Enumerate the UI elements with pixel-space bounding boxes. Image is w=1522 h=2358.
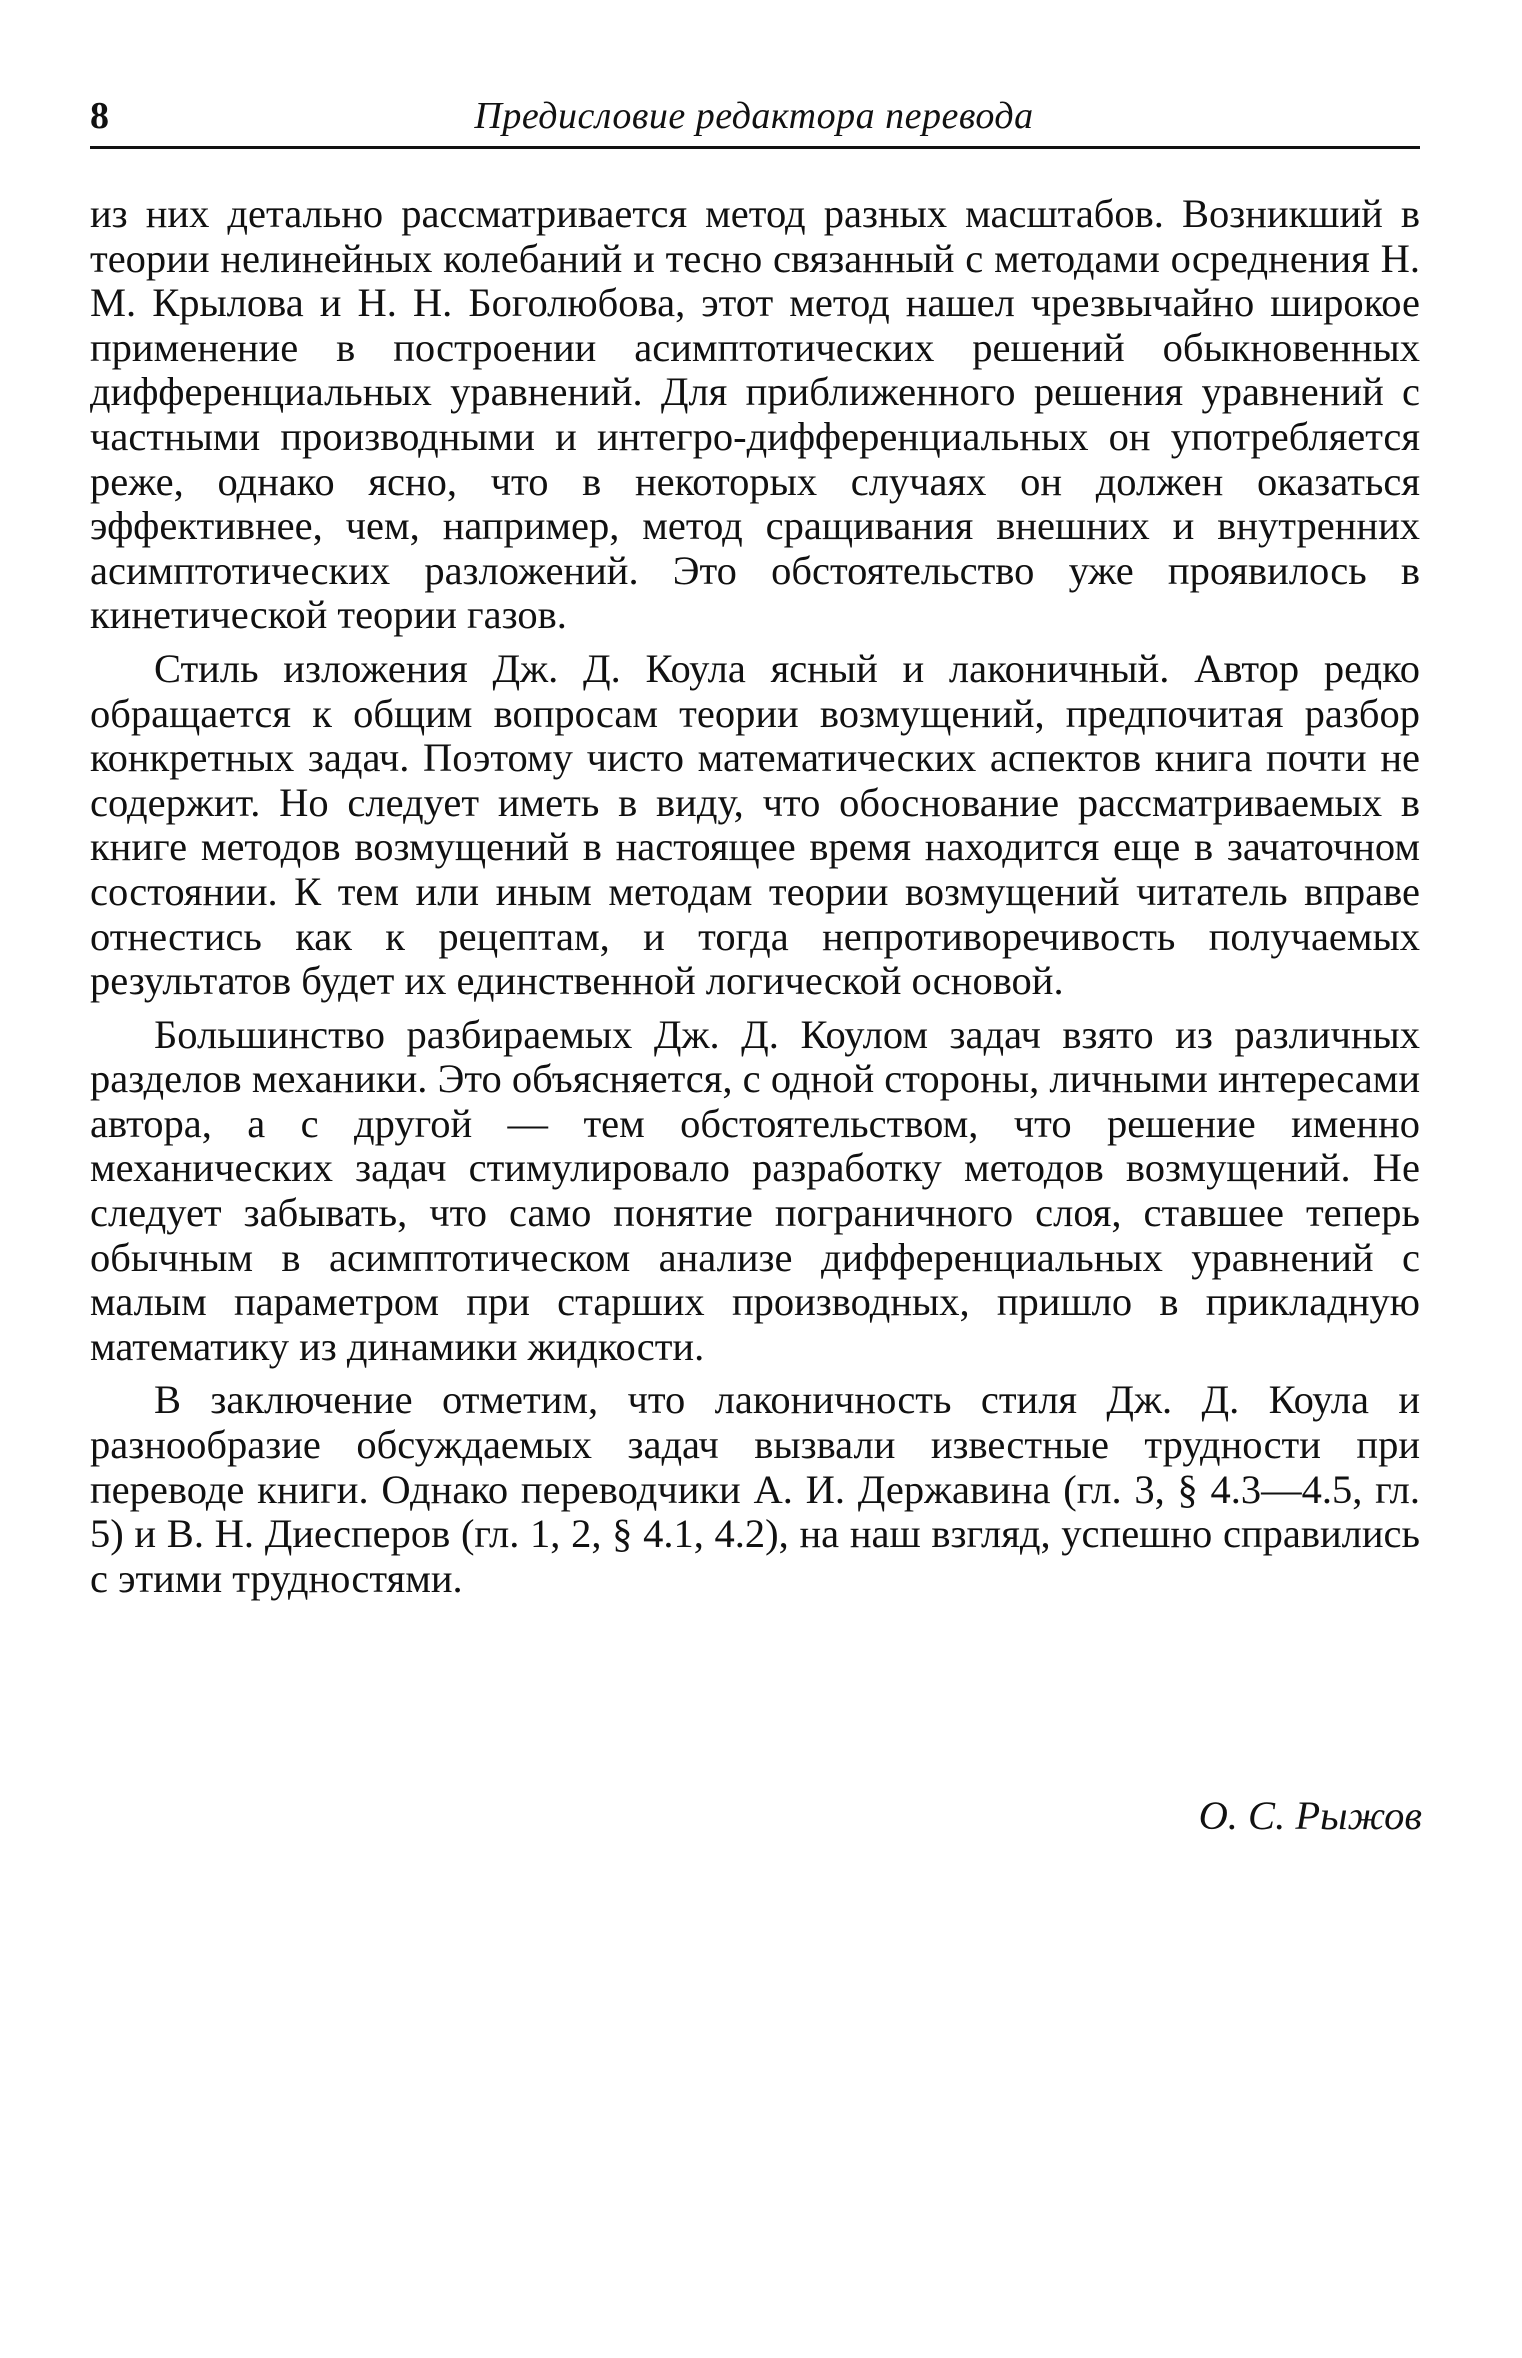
running-title: Предисловие редактора перевода: [474, 95, 1034, 137]
body-text: [90, 192, 1420, 1610]
paragraph-3: Большинство разбираемых Дж. Д. Коулом задач взято из различных разделов механики. Это объясняется, с одной стороны, личными интересами автора, а с другой — тем обстоятельством, что решение именно механических задач стимулировало разработку методов возмущений. Не следует забывать, что само понятие пограничного слоя, ставшее теперь обычным в асимптотическом анализе дифференциальных уравнений с малым параметром при старших производных, пришло в прикладную математику из динамики жидкости.: [90, 1011, 1420, 1369]
signature: О. С. Рыжов: [1198, 1793, 1422, 1838]
page-number: 8: [90, 95, 109, 137]
header-rule: [90, 146, 1420, 149]
paragraph-2: Стиль изложения Дж. Д. Коула ясный и лаконичный. Автор редко обращается к общим вопросам теории возмущений, предпочитая разбор конкретных задач. Поэтому чисто математических аспектов книга почти не содержит. Но следует иметь в виду, что обоснование рассматриваемых в книге методов возмущений в настоящее время находится еще в зачаточном состоянии. К тем или иным методам теории возмущений читатель вправе отнестись как к рецептам, и тогда непротиворечивость получаемых результатов будет их единственной логической основой.: [90, 645, 1420, 1004]
paragraph-1: из них детально рассматривается метод разных масштабов. Возникший в теории нелинейных колебаний и тесно связанный с методами осреднения Н. М. Крылова и Н. Н. Боголюбова, этот метод нашел чрезвычайно широкое применение в построении асимптотических решений обыкновенных дифференциальных уравнений. Для приближенного решения уравнений с частными производными и интегро-дифференциальных он употребляется реже, однако ясно, что в некоторых случаях он должен оказаться эффективнее, чем, например, метод сращивания внешних и внутренних асимптотических разложений. Это обстоятельство уже проявилось в кинетической теории газов.: [90, 191, 1420, 638]
page-header: [90, 92, 1418, 144]
paragraph-4: В заключение отметим, что лаконичность стиля Дж. Д. Коула и разнообразие обсуждаемых задач вызвали известные трудности при переводе книги. Однако переводчики А. И. Державина (гл. 3, § 4.3—4.5, гл. 5) и В. Н. Диесперов (гл. 1, 2, § 4.1, 4.2), на наш взгляд, успешно справились с этими трудностями.: [90, 1377, 1420, 1601]
